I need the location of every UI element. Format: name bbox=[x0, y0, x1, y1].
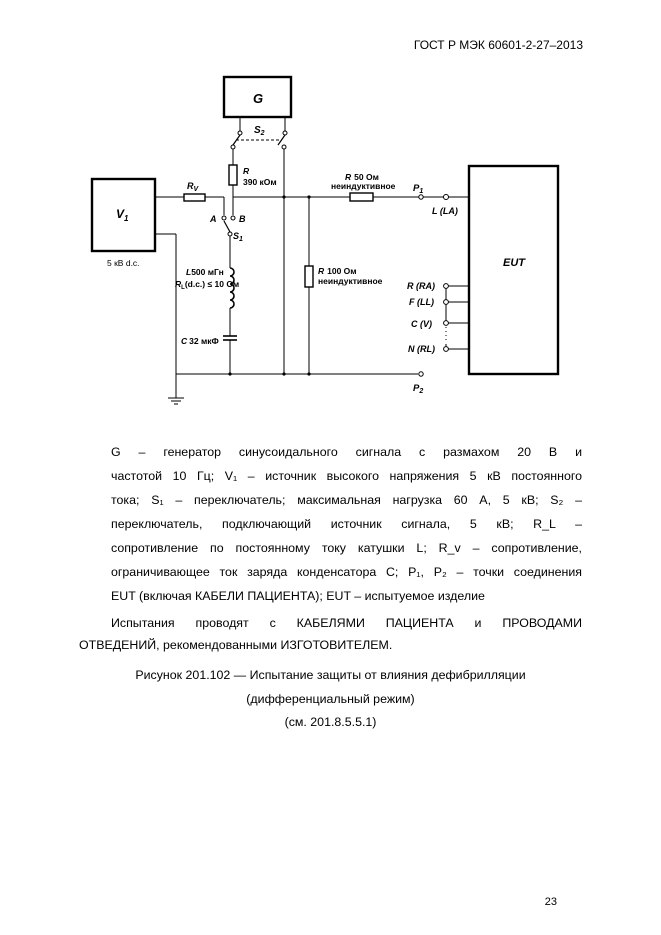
terminal-ra bbox=[444, 284, 449, 289]
svg-text:L (LA): L (LA) bbox=[432, 206, 458, 216]
svg-text:C (V): C (V) bbox=[411, 319, 432, 329]
svg-text:R100 Ом: R 100 Ом bbox=[318, 266, 357, 276]
circuit-diagram bbox=[0, 0, 661, 420]
terminal-p1 bbox=[419, 195, 423, 199]
svg-text:P2: $P_2$ bbox=[413, 383, 424, 395]
eut-box bbox=[469, 166, 558, 374]
figure-caption-mode: (дифференциальный режим) bbox=[246, 692, 415, 706]
svg-text:5 кВ d.c.: 5 кВ d.c. bbox=[107, 258, 140, 268]
terminal-p2 bbox=[419, 372, 423, 376]
svg-text:R50 Ом: R 50 Ом bbox=[345, 172, 379, 182]
page-number: 23 bbox=[544, 896, 557, 908]
generator-label: G bbox=[252, 91, 264, 106]
legend-line: EUT (включая КАБЕЛИ ПАЦИЕНТА); EUT – испытуемое изделие bbox=[111, 589, 485, 603]
svg-text:RL(d.c.) ≤ 10 Ом: $R_L(d.c.) \le 10$ Ом bbox=[175, 279, 240, 291]
resistor-rv bbox=[184, 194, 205, 201]
terminal-rl bbox=[444, 347, 449, 352]
svg-text:N (RL): N (RL) bbox=[408, 344, 435, 354]
svg-text:неиндуктивное: неиндуктивное bbox=[331, 181, 396, 191]
terminal-v bbox=[444, 321, 449, 326]
switch-s2-label: $S_2$ bbox=[254, 125, 265, 137]
legend-line: тока; S₁ – переключатель; максимальная нагрузка 60 А, 5 кВ; S₂ – bbox=[111, 493, 582, 507]
svg-text:A: A bbox=[210, 214, 217, 224]
legend-line: частотой 10 Гц; V₁ – источник высокого напряжения 5 кВ постоянного bbox=[111, 469, 582, 483]
svg-text:V1: $V_1$ bbox=[116, 207, 129, 223]
svg-text:L500 мГн: L500 мГн bbox=[186, 267, 224, 277]
svg-text:неиндуктивное: неиндуктивное bbox=[318, 276, 383, 286]
svg-text:R: R bbox=[243, 166, 250, 176]
terminal-ll bbox=[444, 300, 449, 305]
switch-s1-blade bbox=[224, 221, 230, 232]
legend-line: переключатель, подключающий источник сигнала, 5 кВ; R_L – bbox=[111, 517, 582, 531]
figure-legend bbox=[111, 440, 582, 608]
resistor-390k bbox=[229, 165, 237, 185]
svg-text:F (LL): F (LL) bbox=[409, 297, 434, 307]
terminal-la bbox=[444, 195, 449, 200]
ground-icon bbox=[168, 398, 184, 404]
svg-text:RV: $R_V$ bbox=[187, 181, 199, 193]
legend-line: G – генератор синусоидального сигнала с размахом 20 В и bbox=[111, 445, 582, 459]
svg-text:P1: $P_1$ bbox=[413, 183, 424, 195]
document-header: ГОСТ Р МЭК 60601-2-27–2013 bbox=[413, 38, 583, 52]
figure-caption-title: Рисунок 201.102 — Испытание защиты от влияния дефибрилляции bbox=[135, 668, 526, 682]
legend-line: сопротивление по постоянному току катушки L; R_v – сопротивление, bbox=[111, 541, 582, 555]
resistor-100-ohm bbox=[305, 266, 313, 287]
test-note bbox=[79, 612, 582, 656]
note-line: ОТВЕДЕНИЙ, рекомендованными ИЗГОТОВИТЕЛЕМ. bbox=[79, 638, 393, 652]
svg-text:EUT: EUT bbox=[503, 257, 525, 269]
svg-text:C32 мкФ: C 32 мкФ bbox=[181, 336, 219, 346]
svg-text:B: B bbox=[239, 214, 246, 224]
svg-text:S1: $S_1$ bbox=[233, 231, 243, 243]
svg-text:390 кОм: 390 кОм bbox=[243, 177, 277, 187]
figure-caption-ref: (см. 201.8.5.5.1) bbox=[284, 715, 377, 729]
svg-text:R (RA): R (RA) bbox=[407, 281, 435, 291]
resistor-50-ohm bbox=[350, 193, 373, 201]
legend-line: ограничивающее ток заряда конденсатора C; P₁, P₂ – точки соединения bbox=[111, 565, 582, 579]
note-line: Испытания проводят с КАБЕЛЯМИ ПАЦИЕНТА и ПРОВОДАМИ bbox=[111, 616, 582, 630]
